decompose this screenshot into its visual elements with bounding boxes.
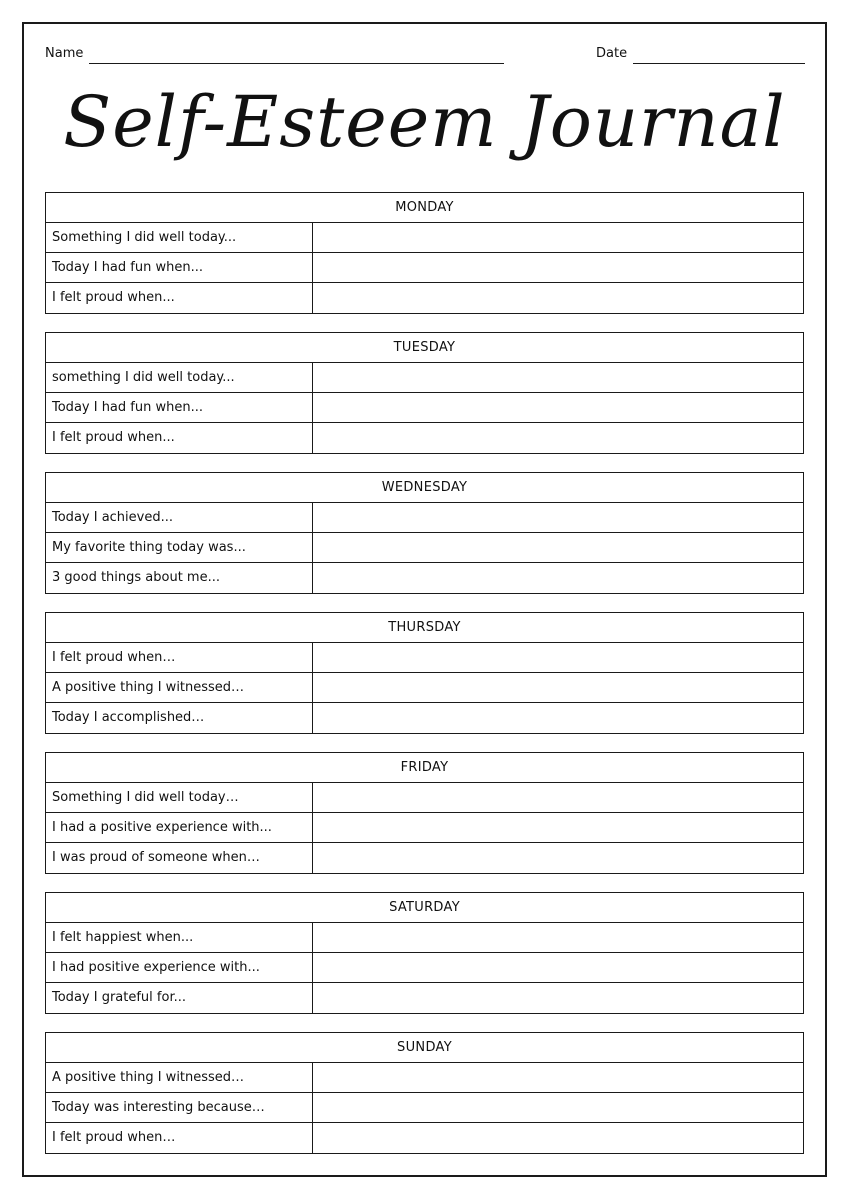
answer-cell[interactable] [313,253,803,282]
answer-cell[interactable] [313,983,803,1013]
prompt-row [46,283,803,313]
name-label: Name [45,46,84,61]
answer-cell[interactable] [313,363,803,392]
prompt-label: I felt proud when... [46,283,313,313]
prompt-label: A positive thing I witnessed… [46,1063,313,1092]
prompt-row [46,533,803,563]
answer-cell[interactable] [313,503,803,532]
prompt-row [46,1123,803,1153]
day-header: TUESDAY [46,333,803,363]
day-header: WEDNESDAY [46,473,803,503]
prompt-label: something I did well today... [46,363,313,392]
day-table-friday [45,752,804,874]
prompt-label: I felt happiest when... [46,923,313,952]
day-header: SUNDAY [46,1033,803,1063]
answer-cell[interactable] [313,843,803,873]
date-label: Date [596,46,628,61]
prompt-label: 3 good things about me... [46,563,313,593]
name-field[interactable] [45,44,504,64]
answer-cell[interactable] [313,223,803,252]
prompt-row [46,223,803,253]
prompt-label: Today I achieved... [46,503,313,532]
answer-cell[interactable] [313,1093,803,1122]
day-header: THURSDAY [46,613,803,643]
prompt-row [46,423,803,453]
answer-cell[interactable] [313,643,803,672]
date-input-line[interactable] [633,48,805,64]
answer-cell[interactable] [313,673,803,702]
day-header: SATURDAY [46,893,803,923]
day-table-monday [45,192,804,314]
prompt-label: Something I did well today... [46,223,313,252]
answer-cell[interactable] [313,563,803,593]
prompt-row [46,813,803,843]
answer-cell[interactable] [313,953,803,982]
prompt-row [46,643,803,673]
prompt-label: I felt proud when… [46,1123,313,1153]
prompt-row [46,783,803,813]
answer-cell[interactable] [313,1063,803,1092]
prompt-row [46,843,803,873]
date-field[interactable] [596,44,805,64]
answer-cell[interactable] [313,813,803,842]
prompt-row [46,393,803,423]
prompt-label: Today I had fun when... [46,253,313,282]
answer-cell[interactable] [313,923,803,952]
prompt-label: I had a positive experience with... [46,813,313,842]
day-table-sunday [45,1032,804,1154]
prompt-label: Today I accomplished… [46,703,313,733]
answer-cell[interactable] [313,703,803,733]
day-table-wednesday [45,472,804,594]
answer-cell[interactable] [313,1123,803,1153]
answer-cell[interactable] [313,423,803,453]
day-header: FRIDAY [46,753,803,783]
prompt-label: I had positive experience with... [46,953,313,982]
prompt-label: I was proud of someone when… [46,843,313,873]
prompt-label: I felt proud when... [46,423,313,453]
prompt-row [46,923,803,953]
prompt-row [46,503,803,533]
day-table-tuesday [45,332,804,454]
prompt-row [46,1063,803,1093]
day-table-thursday [45,612,804,734]
answer-cell[interactable] [313,283,803,313]
prompt-label: Today I had fun when... [46,393,313,422]
day-header: MONDAY [46,193,803,223]
prompt-row [46,1093,803,1123]
prompt-label: Today was interesting because… [46,1093,313,1122]
prompt-label: My favorite thing today was... [46,533,313,562]
prompt-row [46,703,803,733]
prompt-row [46,363,803,393]
name-input-line[interactable] [89,48,504,64]
prompt-label: A positive thing I witnessed… [46,673,313,702]
prompt-row [46,563,803,593]
answer-cell[interactable] [313,533,803,562]
prompt-row [46,953,803,983]
answer-cell[interactable] [313,783,803,812]
answer-cell[interactable] [313,393,803,422]
prompt-row [46,673,803,703]
prompt-row [46,983,803,1013]
day-table-saturday [45,892,804,1014]
journal-title: Self-Esteem Journal [63,81,786,163]
prompt-label: I felt proud when… [46,643,313,672]
prompt-label: Today I grateful for... [46,983,313,1013]
prompt-row [46,253,803,283]
prompt-label: Something I did well today… [46,783,313,812]
